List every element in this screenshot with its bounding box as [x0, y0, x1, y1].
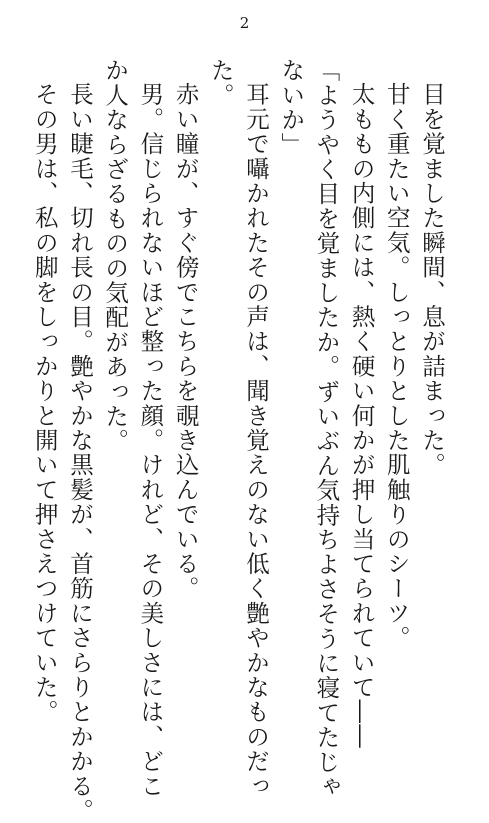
text-line: た。: [206, 58, 235, 108]
text-line: ないか」: [277, 58, 306, 157]
text-line: 男。信じられないほど整った顔。けれど、その美しさには、どこ: [136, 82, 165, 799]
body-text: [27, 58, 449, 823]
text-line: その男は、私の脚をしっかりと開いて押さえつけていた。: [30, 82, 59, 725]
text-line: か人ならざるものの気配があった。: [101, 58, 130, 454]
text-line: 「ようやく目を覚ましたか。ずいぶん気持ちよさそうに寝てたじゃ: [312, 58, 341, 799]
text-line: 目を覚ました瞬間、息が詰まった。: [418, 82, 446, 478]
text-line: 耳元で囁かれたその声は、聞き覚えのない低く艶やかなものだっ: [241, 82, 270, 799]
page-number: 2: [239, 14, 250, 32]
text-line: 甘く重たい空気。しっとりとした肌触りのシーツ。: [382, 82, 411, 651]
text-line: 長い睫毛、切れ長の目。艶やかな黒髪が、首筋にさらりとかかる。: [65, 82, 94, 823]
text-line: 太ももの内側には、熱く硬い何かが押し当てられていて――: [347, 82, 376, 749]
text-line: 赤い瞳が、すぐ傍でこちらを覗き込んでいる。: [171, 82, 200, 601]
